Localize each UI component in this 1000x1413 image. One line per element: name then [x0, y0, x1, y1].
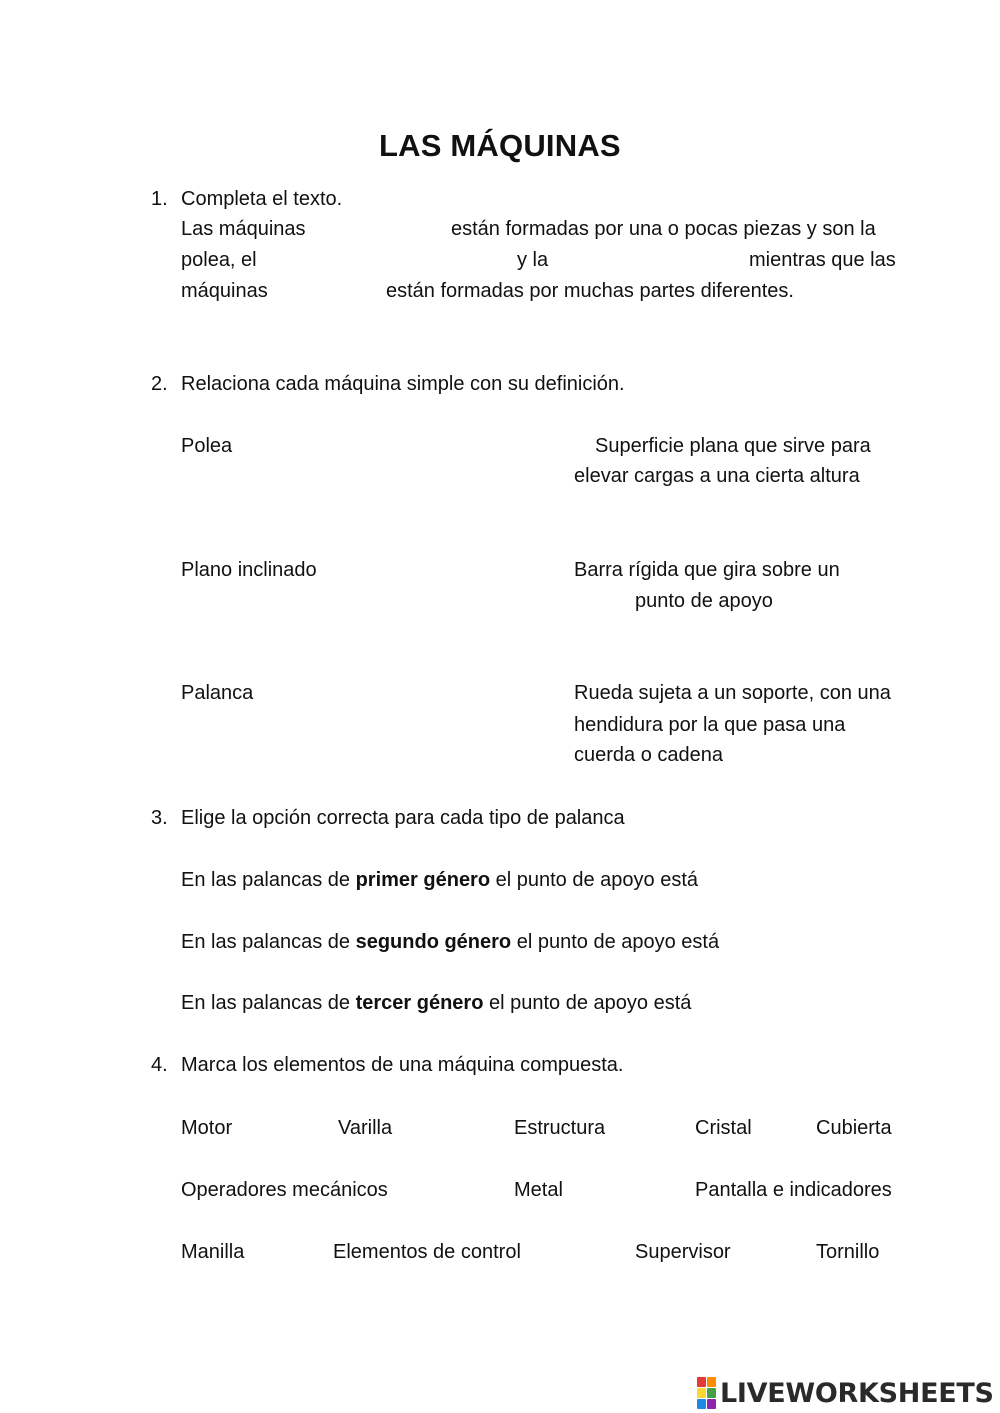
- page-title: LAS MÁQUINAS: [379, 128, 621, 163]
- sentence-suffix: el punto de apoyo está: [495, 869, 699, 891]
- liveworksheets-logo: [697, 1376, 994, 1410]
- blank-1[interactable]: [318, 215, 448, 243]
- option-manilla[interactable]: Manilla: [181, 1241, 245, 1263]
- sentence-suffix: el punto de apoyo está: [516, 931, 720, 953]
- liveworksheets-logo-icon: [697, 1377, 716, 1409]
- option-motor[interactable]: Motor: [181, 1117, 233, 1139]
- q4-number: 4.: [151, 1054, 168, 1076]
- q1-text-line2-end: mientras que las: [749, 249, 896, 271]
- definition-line: Superficie plana que sirve para: [595, 435, 871, 457]
- q2-number: 2.: [151, 373, 168, 395]
- option-supervisor[interactable]: Supervisor: [635, 1241, 731, 1263]
- q1-text-line2-start: polea, el: [181, 249, 257, 271]
- q1-number: 1.: [151, 188, 168, 210]
- definition-line: hendidura por la que pasa una: [574, 714, 846, 736]
- sentence-prefix: En las palancas de: [181, 869, 351, 891]
- lever-type: primer género: [355, 869, 491, 891]
- option-elementos-de-control[interactable]: Elementos de control: [333, 1241, 521, 1263]
- match-left-palanca[interactable]: Palanca: [181, 682, 254, 704]
- lever-type: segundo género: [355, 931, 512, 953]
- option-cristal[interactable]: Cristal: [695, 1117, 752, 1139]
- logo-tile: [697, 1399, 706, 1409]
- option-estructura[interactable]: Estructura: [514, 1117, 606, 1139]
- logo-tile: [697, 1377, 706, 1387]
- match-left-plano-inclinado[interactable]: Plano inclinado: [181, 559, 317, 581]
- option-tornillo[interactable]: Tornillo: [816, 1241, 880, 1263]
- option-pantalla-e-indicadores[interactable]: Pantalla e indicadores: [695, 1179, 892, 1201]
- q1-text-line1-start: Las máquinas: [181, 218, 306, 240]
- sentence-prefix: En las palancas de: [181, 992, 351, 1014]
- q4-prompt: Marca los elementos de una máquina compuesta.: [181, 1054, 624, 1076]
- q1-text-line3-start: máquinas: [181, 280, 268, 302]
- match-left-polea[interactable]: Polea: [181, 435, 233, 457]
- q1-text-line2-mid: y la: [517, 249, 549, 271]
- q2-prompt: Relaciona cada máquina simple con su definición.: [181, 373, 625, 395]
- definition-line: elevar cargas a una cierta altura: [574, 465, 860, 487]
- logo-tile: [707, 1399, 716, 1409]
- definition-line: Rueda sujeta a un soporte, con una: [574, 682, 891, 704]
- lever-type: tercer género: [355, 992, 484, 1014]
- sentence-prefix: En las palancas de: [181, 931, 351, 953]
- option-cubierta[interactable]: Cubierta: [816, 1117, 892, 1139]
- sentence-suffix: el punto de apoyo está: [488, 992, 692, 1014]
- q3-prompt: Elige la opción correcta para cada tipo de palanca: [181, 807, 625, 829]
- option-metal[interactable]: Metal: [514, 1179, 563, 1201]
- option-varilla[interactable]: Varilla: [338, 1117, 393, 1139]
- q1-text-line1-end: están formadas por una o pocas piezas y son la: [451, 218, 876, 240]
- option-operadores-mecanicos[interactable]: Operadores mecánicos: [181, 1179, 388, 1201]
- brand-name: LIVEWORKSHEETS: [720, 1377, 994, 1409]
- logo-tile: [707, 1377, 716, 1387]
- q1-text-line3-end: están formadas por muchas partes diferentes.: [386, 280, 794, 302]
- q3-number: 3.: [151, 807, 168, 829]
- q1-prompt: Completa el texto.: [181, 188, 343, 210]
- logo-tile: [707, 1388, 716, 1398]
- blank-2[interactable]: [270, 246, 514, 274]
- q3-sentence-segundo: [181, 932, 719, 952]
- definition-line: cuerda o cadena: [574, 744, 724, 766]
- q3-sentence-tercer: [181, 993, 691, 1013]
- blank-3[interactable]: [558, 246, 746, 274]
- definition-line: punto de apoyo: [635, 590, 773, 612]
- definition-line: Barra rígida que gira sobre un: [574, 559, 840, 581]
- logo-tile: [697, 1388, 706, 1398]
- q3-sentence-primer: [181, 870, 698, 890]
- blank-4[interactable]: [280, 277, 384, 305]
